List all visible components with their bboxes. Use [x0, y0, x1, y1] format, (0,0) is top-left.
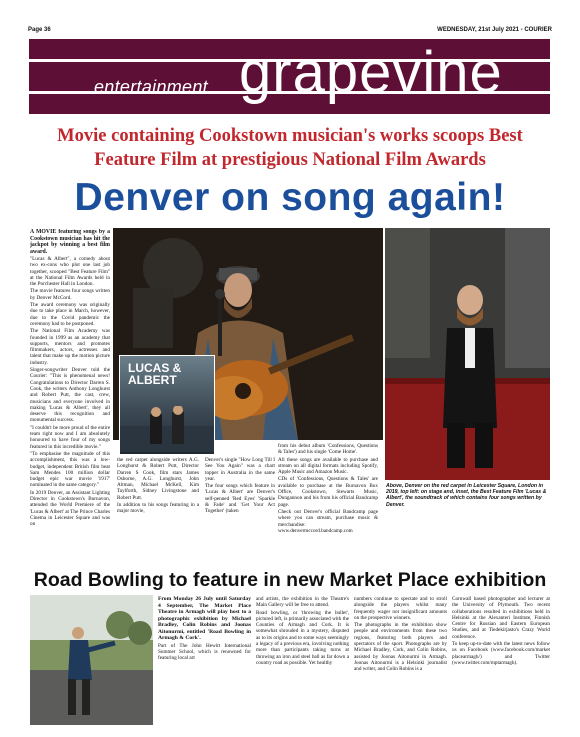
article1-paragraph: from his debut album 'Confessions, Questions & Tales') and his single 'Come Home'. [278, 443, 378, 456]
article1-paragraph: The movie features four songs written by Denver McCord. [30, 288, 110, 301]
section-banner [29, 39, 550, 114]
poster-art-icon [120, 406, 214, 452]
article2-lead: From Monday 26 July until Saturday 4 September, The Market Place Theatre in Armagh will play host to a photographic exhibition by Michael Bradley, Colin Robins and Joonas Aitonurmi, entitled 'Road Bowling in Armagh & Cork'. [158, 596, 251, 641]
article1-paragraph: Denver's single "How Long Till I See You Again" was a chart topper in Australia in the same year. [205, 457, 275, 482]
article1-lead: A MOVIE featuring songs by a Cookstown musician has hit the jackpot by winning a best film award. [30, 229, 110, 255]
article1-column-3 [205, 457, 275, 567]
article2-column-3 [354, 596, 447, 731]
article2-headline: Road Bowling to feature in new Market Place exhibition [33, 569, 547, 591]
banner-big-title: grapevine [239, 40, 503, 105]
article2-column-2 [256, 596, 349, 731]
article2-paragraph: Part of The John Hewitt International Summer School, which is renowned for featuring local art [158, 642, 251, 662]
article1-column-2 [117, 457, 199, 567]
article2-paragraph: The photographs in the exhibition show people and environments from these two regions, featuring both players and spectators of the sport. Photographs are by Michael Bradley, Cork, and Colin Robins, assisted by Joonas Aitonurmi in Armagh. Joonas Aitonurmi is a Helsinki journalist and writer, and Colin Robins is a [354, 622, 447, 673]
article1-column-1 [30, 229, 110, 569]
article1-paragraph: "I couldn't be more proud of the entire team right now and I am absolutely honoured to have four of my songs featured in this incredible movie." [30, 424, 110, 450]
page-header [28, 27, 552, 33]
banner-small-title: entertainment [94, 77, 208, 97]
article1-column-4 [278, 443, 378, 567]
red-carpet-photo [385, 228, 550, 480]
article2-paragraph: and artists, the exhibition in the Theatre's Main Gallery will be free to attend. [256, 596, 349, 609]
article1-paragraph: The award ceremony was originally due to take place in March, however, due to the Covid pandemic the ceremony had to be postponed. [30, 302, 110, 327]
article2-column-1 [158, 596, 251, 731]
film-poster-inset [119, 355, 215, 455]
main-headline: Denver on song again! [74, 176, 506, 219]
red-carpet-illustration [385, 228, 550, 480]
article1-paragraph: Check out Denver's official Bandcamp page where you can stream, purchase music & merchandise: www.denvermccord.bandcamp.com [278, 508, 378, 534]
article1-paragraph: In addition to his songs featuring in a major movie, [117, 502, 199, 515]
article2-paragraph: Road bowling, or 'throwing the bullet', pictured left, is primarily associated with the Counties of Armagh and Cork. It is somewhat shrouded in a mystery, disputed as to its origins and to some ways seemingly a legacy of a previous era, involving nothing more than participants taking turns at throwing an iron and steel ball as far down a country road as possible. Yet healthy [256, 609, 349, 666]
article2-paragraph: numbers continue to spectate and to stroll alongside the players whilst many frequently wager not insignificant amounts on the prospective winners. [354, 596, 447, 621]
road-bowler-illustration [30, 595, 153, 725]
photo-caption: Above, Denver on the red carpet in Leicester Square, London in 2019, top left: on stage and, inset, the Best Feature Film 'Lucas & Albert', the soundtrack of which contains four songs written by Denver. [386, 483, 547, 508]
article1-paragraph: The National Film Academy was founded in 1999 as an academy that supports, mentors and promotes filmmakers, actors, actresses and talent that make up the motion picture industry. [30, 328, 110, 366]
article2-paragraph: Cornwall based photographer and lecturer at the University of Plymouth. Two recent collaborations resulted in exhibitions held in Helsinki at the Alexanteri Institute, Finnish Centre for Russian and Eastern European Studies, and at Tiedekirjasto's Crazy World conference. [452, 596, 550, 640]
poster-title: LUCAS & ALBERT [128, 361, 182, 387]
road-bowling-photo [30, 595, 153, 725]
article1-paragraph: All these songs are available to purchase and stream on all digital formats including Spotify, Apple Music and Amazon Music. [278, 456, 378, 476]
article2-paragraph: To keep up-to-date with the latest news follow us on Facebook (www.facebook.com/market placearmagh/) and Twitter (www.twitter.com/mptarmagh). [452, 641, 550, 666]
article1-paragraph: the red carpet alongside writers A.G. Longhurst & Robert Putt, Director Darren S Cook, film stars James Osborne, A.G. Longhurst, John Altman, Michael McKell, Kim Taylforth, Sidney Livingstone and Robert Putt. [117, 457, 199, 501]
article1-paragraph: Singer-songwriter Denver told the Courier: "This is phenomenal news! Congratulations to Director Darren S. Cook, the writers Anthony Longhurst and Robert Putt, the cast, crew, musicians and everyone involved in making 'Lucas & Albert', they all deserve this recognition and monumental success. [30, 367, 110, 424]
issue-date: WEDNESDAY, 21st July 2021 - COURIER [437, 27, 552, 33]
article2-column-4 [452, 596, 550, 731]
page-number: Page 36 [28, 27, 51, 33]
article1-paragraph: CDs of 'Confessions, Questions & Tales' are available to purchase at the Burnavon Box Office, Cookstown, Stewarts Music, Dungannon and his from his official Bandcamp page. [278, 476, 378, 508]
article1-paragraph: "Lucas & Albert", a comedy about two ex-cons who plot one last job together, scooped "Best Feature Film" at the National Film Awards held in the Porchester Hall in London. [30, 256, 110, 288]
kicker-headline: Movie containing Cookstown musician's works scoops Best Feature Film at prestigious National Film Awards [57, 126, 523, 170]
article1-paragraph: The four songs which feature in 'Lucas & Albert' are Denver's self-penned 'Red Eyes' 'Sparkle & Fade' and 'Get Your Act Together' (taken [205, 483, 275, 515]
article1-paragraph: In 2019 Denver, an Assistant Lighting Director in Cookstown's Burnavon, attended the World Premiere of the 'Lucas & Albert' at The Prince Charles Cinema in Leicester Square and was on [30, 489, 110, 528]
article1-paragraph: "To emphasise the magnitude of this accomplishment, this was a low-budget, independent British film beat Sam Mendes 100 million dollar budget epic war movie '1917' nominated in the same category." [30, 450, 110, 489]
